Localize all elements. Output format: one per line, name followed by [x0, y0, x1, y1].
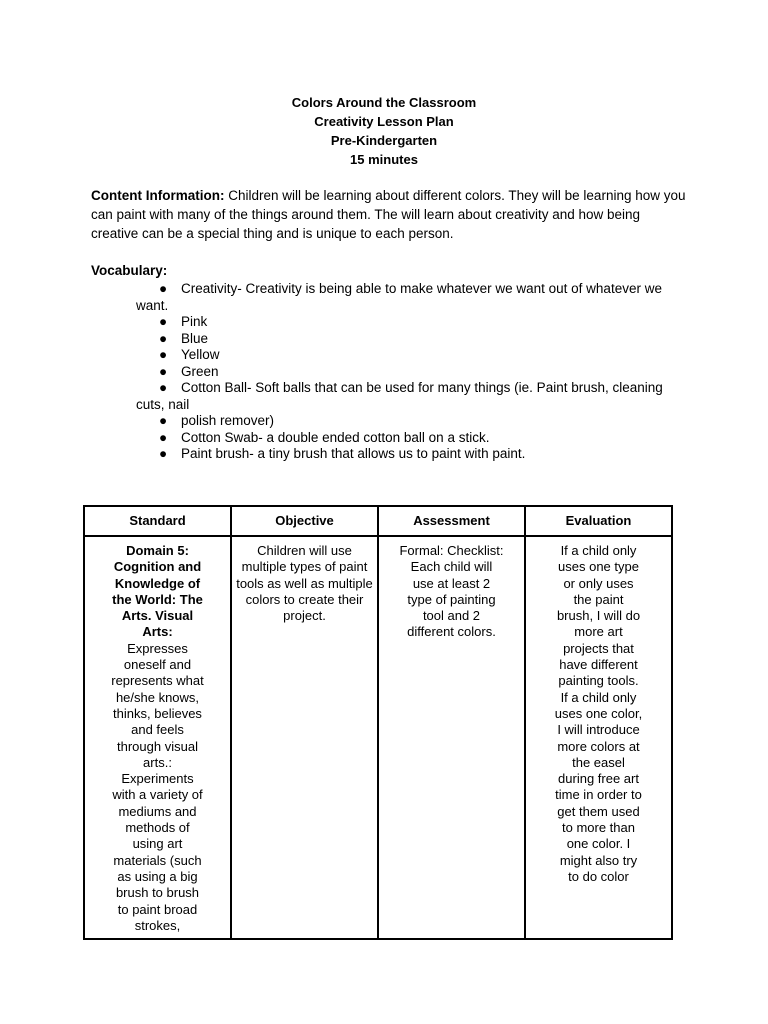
bullet-icon: ● [159, 330, 168, 346]
vocabulary-list [136, 281, 686, 463]
vocab-term-creativity: Creativity- Creativity is being able to make whatever we want out of whatever we want. [136, 281, 662, 313]
grade-level: Pre-Kindergarten [330, 133, 438, 148]
standard-domain-title: Domain 5: Cognition and Knowledge of the World: The Arts. Visual Arts: [112, 543, 203, 640]
vocab-term-polish-remover: polish remover) [181, 413, 275, 428]
content-information-paragraph [91, 186, 686, 243]
list-item [136, 347, 686, 364]
column-header-assessment: Assessment [378, 506, 525, 536]
vocab-term-pink: Pink [181, 314, 208, 329]
objective-cell: Children will use multiple types of paint tools as well as multiple colors to create their project. [231, 536, 378, 939]
lesson-subtitle: Creativity Lesson Plan [314, 114, 454, 129]
list-item [136, 413, 686, 430]
vocab-term-yellow: Yellow [181, 347, 220, 362]
vocab-term-cotton-swab: Cotton Swab- a double ended cotton ball on a stick. [181, 429, 490, 445]
column-header-evaluation: Evaluation [525, 506, 672, 536]
evaluation-cell: If a child only uses one type or only uses the paint brush, I will do more art projects that have different painting tools. If a child only uses one color, I will introduce more colors at the easel during free art time in order to get them used to more than one color. I might also try to do color [525, 536, 672, 939]
bullet-icon: ● [159, 347, 168, 362]
table-header-row [84, 506, 672, 536]
vocabulary-heading: Vocabulary: [91, 263, 168, 278]
list-item [136, 364, 686, 381]
bullet-icon: ● [159, 363, 168, 379]
lesson-duration: 15 minutes [350, 152, 418, 167]
standard-cell [84, 536, 231, 939]
table-row [84, 536, 672, 939]
list-item [136, 446, 686, 463]
column-header-objective: Objective [231, 506, 378, 536]
list-item [136, 314, 686, 331]
lesson-title: Colors Around the Classroom [291, 95, 477, 110]
vocab-term-cotton-ball: Cotton Ball- Soft balls that can be used for many things (ie. Paint brush, cleaning cuts, nail [136, 380, 663, 412]
document-title-block [0, 93, 768, 169]
bullet-icon: ● [159, 413, 168, 428]
vocab-term-paint-brush: Paint brush- a tiny brush that allows us to paint with paint. [181, 446, 526, 461]
list-item [136, 430, 686, 447]
assessment-cell: Formal: Checklist: Each child will use at least 2 type of painting tool and 2 different colors. [378, 536, 525, 939]
bullet-icon: ● [159, 429, 168, 445]
list-item: ● Cotton Ball- Soft balls that can be used for many things (ie. Paint brush, cleaning cuts, nail [136, 380, 663, 412]
lesson-plan-table [83, 505, 673, 940]
vocab-term-green: Green [181, 363, 219, 379]
standard-description: Expresses oneself and represents what he/she knows, thinks, believes and feels through visual arts.: Experiments with a variety of mediums and methods of using art materials (such as using a big brush to brush to paint broad strokes, [111, 640, 204, 933]
content-information-label: Content Information: [91, 188, 225, 203]
content-information-text: Children will be learning about different colors. They will be learning how you can paint with many of the things around them. The will learn about creativity and how being creative can be a special thing and is unique to each person. [91, 188, 686, 241]
vocab-term-blue: Blue [181, 330, 209, 346]
list-item [136, 331, 686, 348]
list-item: ● Creativity- Creativity is being able to make whatever we want out of whatever we want. [136, 281, 662, 313]
bullet-icon: ● [159, 314, 168, 329]
bullet-icon: ● [159, 446, 168, 461]
column-header-standard: Standard [84, 506, 231, 536]
